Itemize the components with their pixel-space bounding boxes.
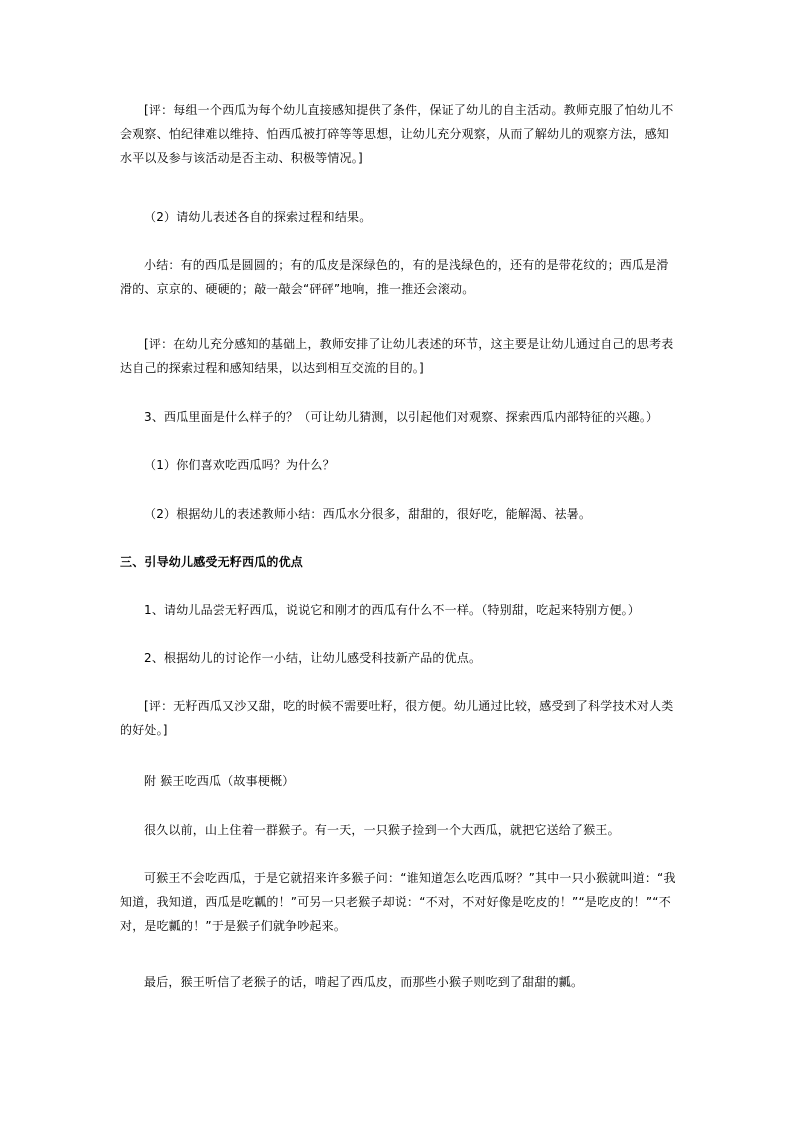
comment-paragraph-2: [评：在幼儿充分感知的基础上，教师安排了让幼儿表述的环节，这主要是让幼儿通过自己的思考表达自己的探索过程和感知结果，以达到相互交流的目的。] bbox=[120, 337, 674, 375]
story-title: 附 猴王吃西瓜（故事梗概） bbox=[144, 774, 295, 788]
step-2-paragraph: （2）请幼儿表述各自的探索过程和结果。 bbox=[144, 210, 372, 224]
summary-paragraph: 小结：有的西瓜是圆圆的；有的瓜皮是深绿色的，有的是浅绿色的，还有的是带花纹的；西瓜是滑滑的、京京的、硬硬的；敲一敲会“砰砰”地响，推一推还会滚动。 bbox=[120, 258, 669, 296]
story-paragraph-2: 可猴王不会吃西瓜，于是它就招来许多猴子问：“谁知道怎么吃西瓜呀？”其中一只小猴就叫道：“我知道，我知道，西瓜是吃瓤的！”可另一只老猴子却说：“不对，不对好像是吃皮的！”“是吃皮的！”“不对，是吃瓤的！”于是猴子们就争吵起来。 bbox=[120, 871, 676, 933]
story-paragraph-1: 很久以前，山上住着一群猴子。有一天，一只猴子捡到一个大西瓜，就把它送给了猴王。 bbox=[144, 823, 620, 837]
comment-paragraph-1: [评：每组一个西瓜为每个幼儿直接感知提供了条件，保证了幼儿的自主活动。教师克服了怕幼儿不会观察、怕纪律难以维持、怕西瓜被打碎等等思想，让幼儿充分观察，从而了解幼儿的观察方法，感知水平以及参与该活动是否主动、积极等情况。] bbox=[120, 103, 674, 165]
conclusion-paragraph: 2、根据幼儿的讨论作一小结，让幼儿感受科技新产品的优点。 bbox=[144, 651, 482, 665]
comment-paragraph-3: [评：无籽西瓜又沙又甜，吃的时候不需要吐籽，很方便。幼儿通过比较，感受到了科学技术对人类的好处。] bbox=[120, 699, 674, 737]
section-heading: 三、引导幼儿感受无籽西瓜的优点 bbox=[120, 555, 304, 569]
step-3-paragraph: 3、西瓜里面是什么样子的？（可让幼儿猜测，以引起他们对观察、探索西瓜内部特征的兴趣。） bbox=[144, 410, 659, 424]
tasting-paragraph: 1、请幼儿品尝无籽西瓜，说说它和刚才的西瓜有什么不一样。（特别甜，吃起来特别方便。） bbox=[144, 603, 641, 617]
question-2-paragraph: （2）根据幼儿的表述教师小结：西瓜水分很多，甜甜的，很好吃，能解渴、祛暑。 bbox=[144, 507, 592, 521]
question-1-paragraph: （1）你们喜欢吃西瓜吗？为什么？ bbox=[144, 458, 335, 472]
story-paragraph-3: 最后，猴王听信了老猴子的话，啃起了西瓜皮，而那些小猴子则吃到了甜甜的瓤。 bbox=[144, 975, 584, 989]
